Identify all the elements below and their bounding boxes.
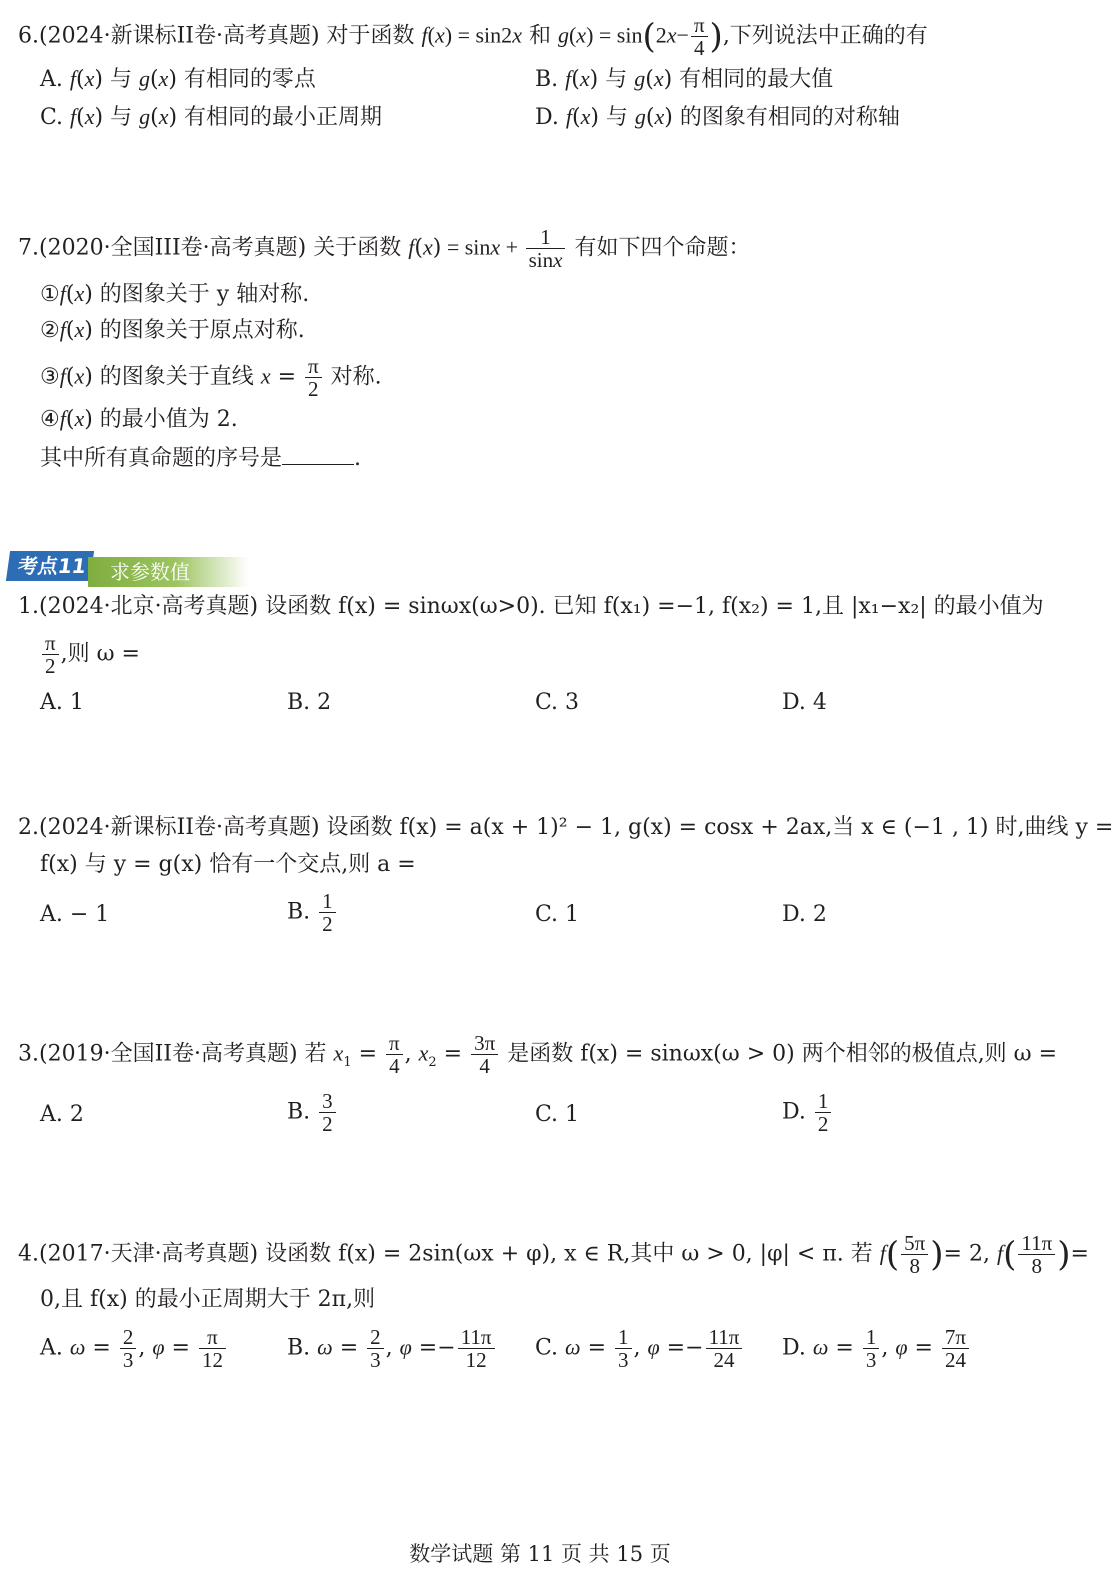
s-question-1-stem: 1.(2024·北京·高考真题) 设函数 f(x) = sinωx(ω>0). 已知 f(x₁) =−1, f(x₂) = 1,且 |x₁−x₂| 的最小值为 (18, 594, 1044, 619)
s-question-4-stem: 4.(2017·天津·高考真题) 设函数 f(x) = 2sin(ωx + φ), x ∈ R,其中 ω > 0, |φ| < π. 若 f( $\frac{5\pi}{8}$ )= 2, f( $\frac{11\pi}{8}$ )= (18, 1231, 1089, 1279)
s-question-3-stem: 3.(2019·全国II卷·高考真题) 若 $x_1$ = $\frac{\pi}{4}$ , $x_2$ = $\frac{3\pi}{4}$ 是函数 f(x) = sinωx(ω > 0) 两个相邻的极值点,则 ω = (18, 1031, 1058, 1079)
option-b[interactable]: B. f(x) 与 g(x) 有相同的最大值 (535, 66, 834, 92)
section-code: 考点11 (6, 551, 94, 581)
answer-prompt: 其中所有真命题的序号是 . (40, 446, 362, 471)
s-question-2-cont: f(x) 与 y = g(x) 恰有一个交点,则 a = (40, 852, 416, 877)
proposition-4: ④f(x) 的最小值为 2. (40, 406, 238, 432)
proposition-1: ①f(x) 的图象关于 y 轴对称. (40, 281, 310, 307)
option-c[interactable]: C. 1 (535, 1102, 580, 1127)
section-tag (8, 547, 248, 585)
proposition-3: ③f(x) 的图象关于直线 x = $\frac{\pi}{2}$ 对称. (40, 354, 382, 402)
option-b[interactable]: B. $\frac{1}{2}$ (287, 890, 338, 935)
option-c[interactable]: C. ω = $\frac{1}{3}$ , φ =− $\frac{11\pi}{24}$ (535, 1326, 744, 1371)
option-d[interactable]: D. $\frac{1}{2}$ (782, 1090, 833, 1135)
option-b[interactable]: B. 2 (287, 690, 332, 715)
option-a[interactable]: A. ω = $\frac{2}{3}$ , φ = $\frac{\pi}{12}$ (40, 1326, 228, 1371)
option-a[interactable]: A. 1 (40, 690, 84, 715)
option-d[interactable]: D. 4 (782, 690, 827, 715)
option-b[interactable]: B. ω = $\frac{2}{3}$ , φ =− $\frac{11\pi}{12}$ (287, 1326, 497, 1371)
option-c[interactable]: C. 1 (535, 902, 580, 927)
option-d[interactable]: D. f(x) 与 g(x) 的图象有相同的对称轴 (535, 104, 900, 130)
option-a[interactable]: A. 2 (40, 1102, 84, 1127)
s-question-1-cont: $\frac{\pi}{2}$ ,则 ω = (40, 632, 140, 677)
proposition-2: ②f(x) 的图象关于原点对称. (40, 317, 305, 343)
page-footer: 数学试题 第 11 页 共 15 页 (409, 1542, 671, 1566)
option-d[interactable]: D. 2 (782, 902, 827, 927)
section-title: 求参数值 (88, 557, 248, 587)
option-c[interactable]: C. f(x) 与 g(x) 有相同的最小正周期 (40, 104, 383, 130)
option-c[interactable]: C. 3 (535, 690, 580, 715)
option-d[interactable]: D. ω = $\frac{1}{3}$ , φ = $\frac{7\pi}{24}$ (782, 1326, 971, 1371)
option-a[interactable]: A. − 1 (40, 902, 110, 927)
question-7-stem: 7.(2020·全国III卷·高考真题) 关于函数 f(x) = sinx + $\frac{1}{\sin x}$ 有如下四个命题： (18, 225, 751, 273)
question-6-stem: 6.(2024·新课标II卷·高考真题) 对于函数 f(x) = sin2x 和 g(x) = sin(2x− $\frac{\pi}{4}$ ),下列说法中正确的有 (18, 13, 928, 61)
s-question-4-cont: 0,且 f(x) 的最小正周期大于 2π,则 (40, 1287, 376, 1312)
s-question-2-stem: 2.(2024·新课标II卷·高考真题) 设函数 f(x) = a(x + 1)² − 1, g(x) = cosx + 2ax,当 x ∈ (−1 , 1) 时,曲线 y = (18, 815, 1113, 840)
option-a[interactable]: A. f(x) 与 g(x) 有相同的零点 (40, 66, 316, 92)
answer-blank[interactable] (282, 444, 354, 465)
option-b[interactable]: B. $\frac{3}{2}$ (287, 1090, 338, 1135)
